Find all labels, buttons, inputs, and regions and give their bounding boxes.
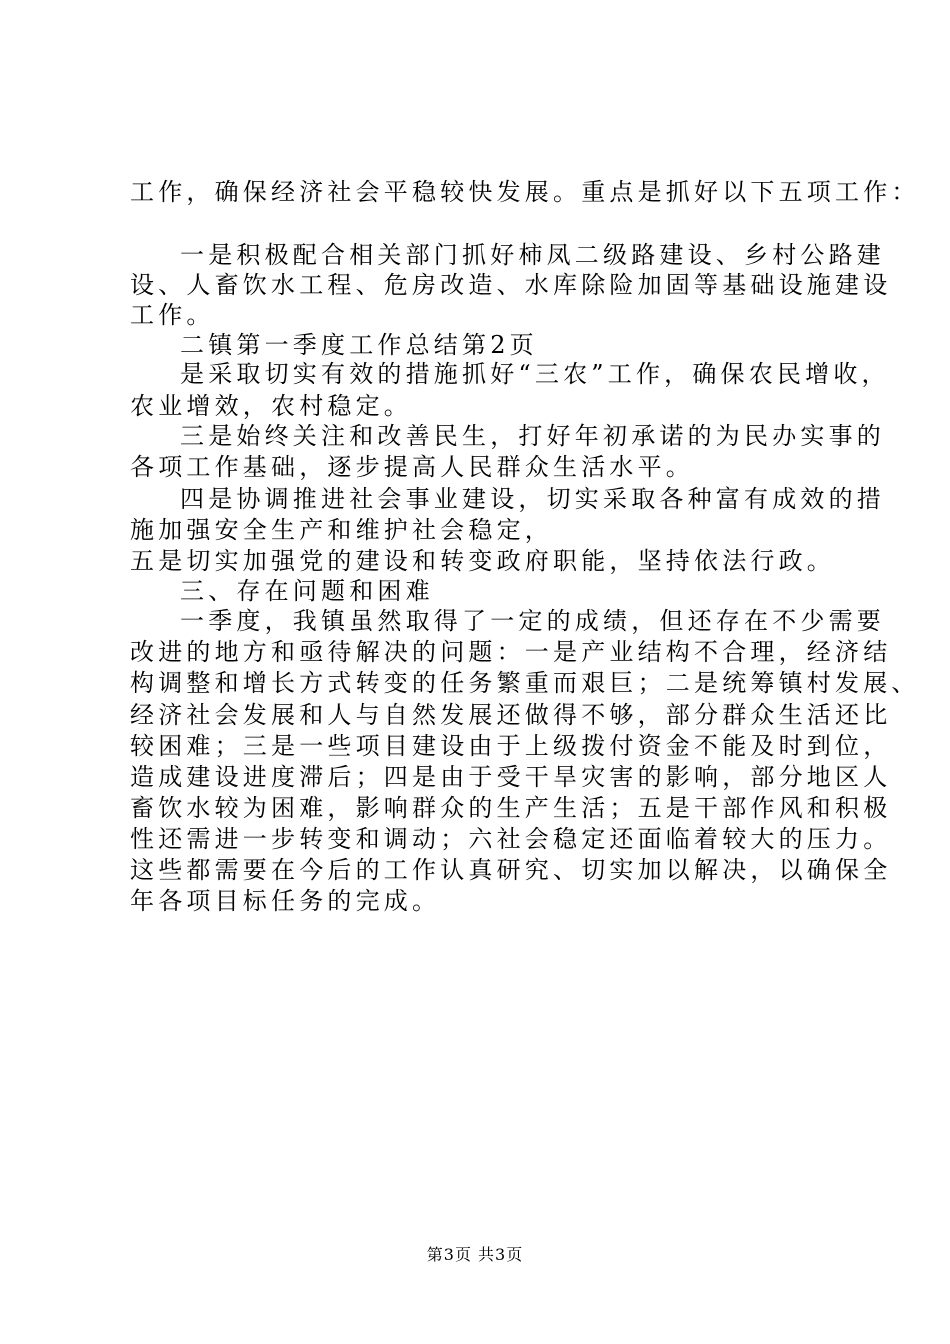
body-text-line: 工作，确保经济社会平稳较快发展。重点是抓好以下五项工作： <box>130 178 920 206</box>
body-text-line: 三是始终关注和改善民生，打好年初承诺的为民办实事的 <box>180 422 885 450</box>
body-text-line: 一季度，我镇虽然取得了一定的成绩，但还存在不少需要 <box>180 607 885 635</box>
page-heading-line: 二镇第一季度工作总结第2页 <box>180 331 538 359</box>
body-text-line: 性还需进一步转变和调动；六社会稳定还面临着较大的压力。 <box>130 825 892 853</box>
body-text-line: 工作。 <box>130 301 215 329</box>
body-text-line: 经济社会发展和人与自然发展还做得不够，部分群众生活还比 <box>130 701 892 729</box>
body-text-line: 畜饮水较为困难，影响群众的生产生活；五是干部作风和积极 <box>130 794 892 822</box>
body-text-line: 造成建设进度滞后；四是由于受干旱灾害的影响，部分地区人 <box>130 763 892 791</box>
body-text-line: 较困难；三是一些项目建设由于上级拨付资金不能及时到位， <box>130 732 892 760</box>
body-text-line: 这些都需要在今后的工作认真研究、切实加以解决，以确保全 <box>130 856 892 884</box>
section-heading: 三、存在问题和困难 <box>180 577 434 605</box>
body-text-line: 农业增效，农村稳定。 <box>130 392 412 420</box>
body-text-line: 四是协调推进社会事业建设，切实采取各种富有成效的措 <box>180 485 885 513</box>
body-text-line: 施加强安全生产和维护社会稳定， <box>130 516 553 544</box>
body-text-line: 构调整和增长方式转变的任务繁重而艰巨；二是统筹镇村发展、 <box>130 669 920 697</box>
body-text-line: 年各项目标任务的完成。 <box>130 887 441 915</box>
body-text-line: 五是切实加强党的建设和转变政府职能，坚持依法行政。 <box>130 547 835 575</box>
body-text-line: 各项工作基础，逐步提高人民群众生活水平。 <box>130 453 694 481</box>
body-text-line: 改进的地方和亟待解决的问题：一是产业结构不合理，经济结 <box>130 638 892 666</box>
body-text-line: 一是积极配合相关部门抓好柿凤二级路建设、乡村公路建 <box>180 241 885 269</box>
page-footer: 第3页 共3页 <box>426 1245 524 1264</box>
body-text-line: 是采取切实有效的措施抓好“三农”工作，确保农民增收， <box>180 360 890 388</box>
body-text-line: 设、人畜饮水工程、危房改造、水库除险加固等基础设施建设 <box>130 271 892 299</box>
